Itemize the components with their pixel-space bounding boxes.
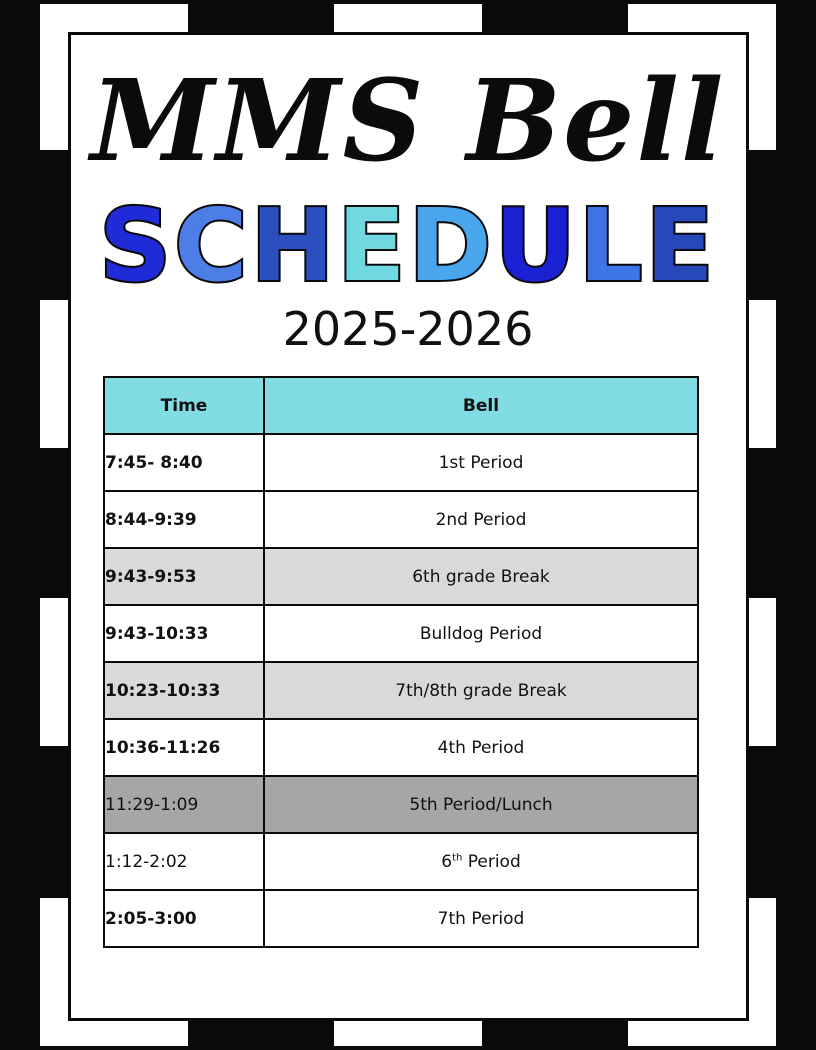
bell-cell: 1st Period (264, 434, 698, 491)
table-row (104, 776, 698, 833)
title-letter: H (250, 187, 338, 304)
time-cell: 9:43-10:33 (104, 605, 264, 662)
bell-ordinal-suffix: th (452, 851, 463, 863)
time-cell: 9:43-9:53 (104, 548, 264, 605)
bell-cell: 7th/8th grade Break (264, 662, 698, 719)
time-cell: 7:45- 8:40 (104, 434, 264, 491)
table-header-row (104, 377, 698, 434)
school-year: 2025-2026 (282, 302, 534, 356)
bell-label: Period (462, 851, 521, 872)
title-letter: E (645, 187, 717, 304)
title-letter: C (174, 187, 251, 304)
title-letter: E (337, 187, 409, 304)
bell-cell: Bulldog Period (264, 605, 698, 662)
time-cell: 2:05-3:00 (104, 890, 264, 947)
title-letter: L (578, 187, 646, 304)
time-cell: 11:29-1:09 (104, 776, 264, 833)
table-row (104, 833, 698, 890)
bell-cell: 6th grade Break (264, 548, 698, 605)
header-time: Time (104, 377, 264, 434)
bell-cell: 5th Period/Lunch (264, 776, 698, 833)
title-letter: D (408, 187, 495, 304)
bell-cell: 4th Period (264, 719, 698, 776)
bell-cell: 2nd Period (264, 491, 698, 548)
time-cell: 10:36-11:26 (104, 719, 264, 776)
bell-cell: 7th Period (264, 890, 698, 947)
bell-ordinal: 6 (441, 851, 453, 872)
time-cell: 8:44-9:39 (104, 491, 264, 548)
title-schedule (0, 187, 816, 304)
table-row (104, 890, 698, 947)
table-row (104, 491, 698, 548)
time-cell: 1:12-2:02 (104, 833, 264, 890)
table-row (104, 662, 698, 719)
title-script: MMS Bell (90, 56, 726, 187)
table-row (104, 719, 698, 776)
header-bell: Bell (264, 377, 698, 434)
title-letter: U (494, 187, 579, 304)
bell-schedule-table (103, 376, 699, 948)
title-letter: S (99, 187, 175, 304)
table-row (104, 605, 698, 662)
time-cell: 10:23-10:33 (104, 662, 264, 719)
table-row (104, 548, 698, 605)
bell-cell (264, 833, 698, 890)
table-row (104, 434, 698, 491)
